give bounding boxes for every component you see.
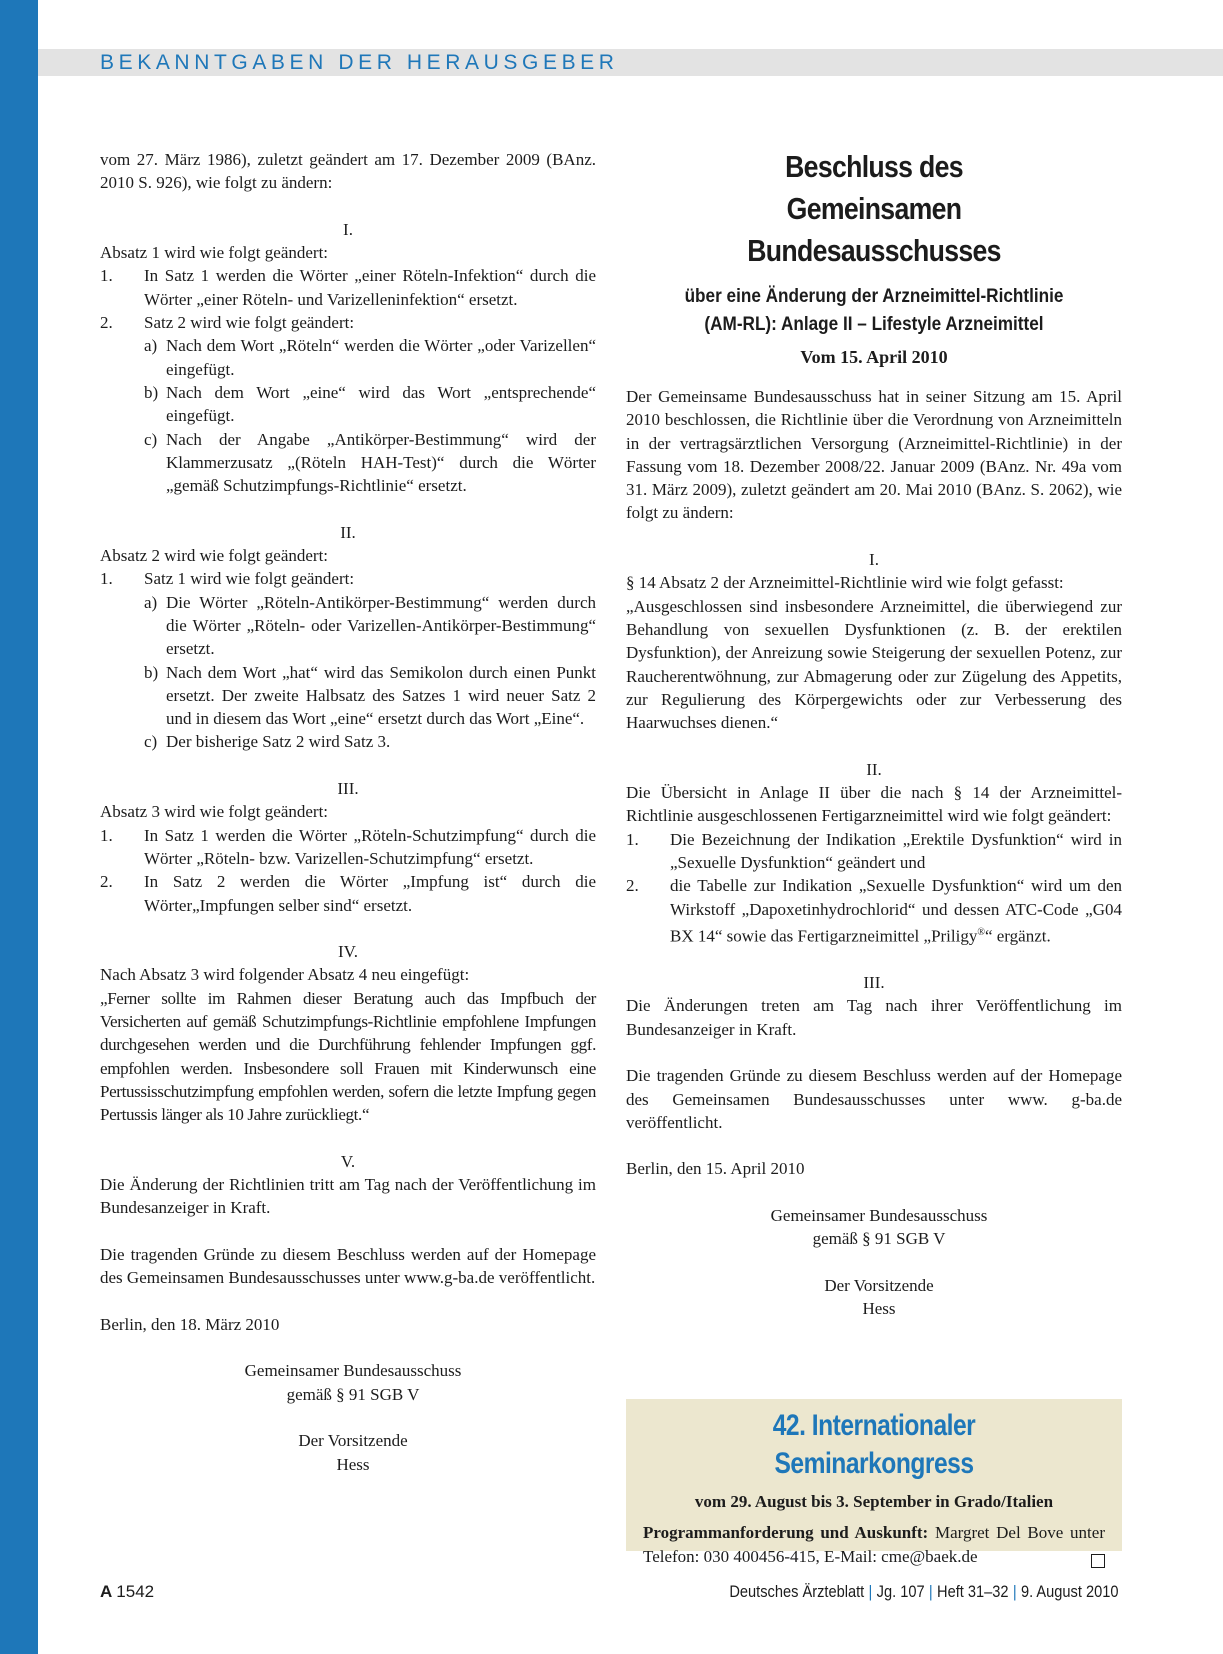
journal-name: Deutsches Ärzteblatt	[729, 1582, 865, 1601]
sub-list-item: c) Nach der Angabe „Antikörper-Bestimmung“ wird der Klammerzusatz „(Röteln HAH-Test)“ durch die Wörter „gemäß Schutzimpfungs-Richtlinie“ ersetzt.	[144, 429, 596, 496]
sub-list-item: a) Die Wörter „Röteln-Antikörper-Bestimmung“ werden durch die Wörter „Röteln- oder Varizellen-Antikörper-Bestimmung“ ersetzt.	[144, 592, 596, 659]
article-subtitle: über eine Änderung der Arzneimittel-Richtlinie (AM-RL): Anlage II – Lifestyle Arzneimittel	[684, 285, 1064, 335]
place-date: Berlin, den 15. April 2010	[626, 1159, 805, 1179]
notice-contact	[643, 1521, 1105, 1569]
reasons-text: Die tragenden Gründe zu diesem Beschluss werden auf der Homepage des Gemeinsamen Bundesausschusses unter www.g-ba.de veröffentlicht.	[100, 1244, 596, 1288]
section-heading: V.	[340, 1151, 356, 1171]
article-title: Beschluss des Gemeinsamen Bundesausschusses	[747, 149, 1001, 268]
end-mark-icon	[1091, 1554, 1105, 1568]
section-heading: II.	[866, 759, 882, 779]
section-heading: IV.	[338, 942, 358, 962]
signature-legal-basis: gemäß § 91 SGB V	[812, 1229, 946, 1249]
section-heading: I.	[343, 219, 353, 239]
page-prefix: A	[100, 1582, 113, 1601]
signature-body: Gemeinsamer Bundesausschuss	[770, 1206, 988, 1226]
section-heading: II.	[340, 522, 356, 542]
journal-volume: Jg. 107	[877, 1582, 926, 1601]
signature-name: Hess	[862, 1299, 896, 1319]
place-date: Berlin, den 18. März 2010	[100, 1314, 280, 1334]
left-intro: vom 27. März 1986), zuletzt geändert am 17. Dezember 2009 (BAnz. 2010 S. 926), wie folgt zu ändern:	[100, 150, 596, 193]
section-heading: III.	[337, 779, 359, 799]
reasons-text: Die tragenden Gründe zu diesem Beschluss werden auf der Homepage des Gemeinsamen Bundesausschusses unter www. g-ba.de veröffentlicht.	[626, 1066, 1122, 1132]
sub-list-item: b) Nach dem Wort „hat“ wird das Semikolon durch einen Punkt ersetzt. Der zweite Halbsatz des Satzes 1 wird neuer Satz 2 und in diesem das Wort „eine“ ersetzt durch das Wort „Eine“.	[144, 662, 596, 729]
section-lead: Absatz 3 wird wie folgt geändert:	[100, 802, 329, 822]
registered-mark: ®	[977, 926, 985, 938]
signature-name: Hess	[336, 1454, 370, 1474]
list-item: 2. In Satz 2 werden die Wörter „Impfung ist“ durch die Wörter„Impfungen selber sind“ ersetzt.	[100, 872, 596, 915]
amended-text-quote: „Ausgeschlossen sind insbesondere Arzneimittel, die überwiegend zur Behandlung von sexuellen Dysfunktionen (z. B. der erektilen Dysfunktion), der Anreizung sowie Steigerung der sexuellen Potenz, zur Raucherentwöhnung, zur Abmagerung oder zur Zügelung des Appetits, zur Regulierung des Körpergewichts oder zur Verbesserung des Haarwuchses dienen.“	[626, 596, 1122, 733]
list-item: 1. Die Bezeichnung der Indikation „Erektile Dysfunktion“ wird in „Sexuelle Dysfunktion“ geändert und	[626, 829, 1122, 872]
section-header-title: BEKANNTGABEN DER HERAUSGEBER	[100, 51, 619, 74]
sub-list-item: a) Nach dem Wort „Röteln“ werden die Wörter „oder Varizellen“ eingefügt.	[144, 336, 596, 379]
sub-list-item: b) Nach dem Wort „eine“ wird das Wort „entsprechende“ eingefügt.	[144, 382, 596, 426]
journal-footer: Deutsches Ärzteblatt | Jg. 107 | Heft 31–32 | 9. August 2010	[729, 1582, 1119, 1601]
list-item: 1. Satz 1 wird wie folgt geändert:	[100, 569, 355, 589]
sub-list-item: c) Der bisherige Satz 2 wird Satz 3.	[144, 732, 391, 752]
notice-contact-text: Margret Del Bove unter Telefon: 030 400456-415, E-Mail: cme@baek.de	[643, 1523, 1105, 1566]
effective-date-text: Die Änderung der Richtlinien tritt am Tag nach der Veröffentlichung im Bundesanzeiger in Kraft.	[100, 1175, 596, 1218]
right-intro: Der Gemeinsame Bundesausschuss hat in seiner Sitzung am 15. April 2010 beschlossen, die Richtlinie über die Verordnung von Arzneimitteln in der vertragsärztlichen Versorgung (Arzneimittel-Richtlinie) in der Fassung vom 18. Dezember 2008/22. Januar 2009 (BAnz. Nr. 49a vom 31. März 2009), zuletzt geändert am 20. Mai 2010 (BAnz. S. 2062), wie folgt zu ändern:	[626, 387, 1122, 523]
page-number-value: 1542	[116, 1582, 155, 1601]
section-lead: Absatz 2 wird wie folgt geändert:	[100, 546, 329, 566]
signature-body: Gemeinsamer Bundesausschuss	[244, 1361, 462, 1381]
section-lead: Absatz 1 wird wie folgt geändert:	[100, 243, 329, 263]
journal-issue: Heft 31–32	[937, 1582, 1010, 1601]
notice-contact-label: Programmanforderung und Auskunft:	[643, 1523, 929, 1542]
section-heading: I.	[869, 550, 879, 570]
inserted-paragraph-quote: „Ferner sollte im Rahmen dieser Beratung auch das Impfbuch der Versicherten auf gemäß Schutzimpfungs-Richtlinie empfohlene Impfungen durchgesehen werden und die Durchführung fehlender Impfungen ggf. empfohlen werden. Insbesondere soll Frauen mit Kinderwunsch eine Pertussisschutzimpfung empfohlen werden, sofern die letzte Impfung gegen Pertussis länger als 10 Jahre zurückliegt.“	[100, 988, 596, 1125]
article-date: Vom 15. April 2010	[800, 347, 948, 367]
blue-sidebar	[0, 0, 38, 1654]
list-item: 1. In Satz 1 werden die Wörter „einer Röteln-Infektion“ durch die Wörter „einer Röteln- und Varizelleninfektion“ ersetzt.	[100, 266, 596, 309]
list-item: 2. die Tabelle zur Indikation „Sexuelle Dysfunktion“ wird um den Wirkstoff „Dapoxetinhydrochlorid“ und dessen ATC-Code „G04 BX 14“ sowie das Fertigarzneimittel „Priligy®“ ergänzt.	[626, 876, 1122, 946]
seminar-notice-box	[626, 1399, 1122, 1566]
effective-date-text: Die Änderungen treten am Tag nach ihrer Veröffentlichung im Bundesanzeiger in Kraft.	[626, 996, 1122, 1039]
list-item: 1. In Satz 1 werden die Wörter „Röteln-Schutzimpfung“ durch die Wörter „Röteln- bzw. Varizellen-Schutzimpfung“ ersetzt.	[100, 825, 596, 868]
notice-title: 42. Internationaler Seminarkongress	[772, 1409, 976, 1480]
section-lead: Die Übersicht in Anlage II über die nach § 14 der Arzneimittel-Richtlinie ausgeschlossenen Fertigarzneimittel wird wie folgt geändert:	[626, 783, 1122, 826]
journal-date: 9. August 2010	[1021, 1582, 1119, 1601]
left-column	[100, 148, 596, 1476]
section-heading: III.	[863, 973, 885, 993]
signature-role: Der Vorsitzende	[298, 1431, 408, 1451]
signature-legal-basis: gemäß § 91 SGB V	[286, 1384, 420, 1404]
section-lead: § 14 Absatz 2 der Arzneimittel-Richtlinie wird wie folgt gefasst:	[626, 573, 1064, 593]
signature-role: Der Vorsitzende	[824, 1275, 934, 1295]
list-item: 2. Satz 2 wird wie folgt geändert:	[100, 313, 355, 333]
section-lead: Nach Absatz 3 wird folgender Absatz 4 neu eingefügt:	[100, 965, 470, 985]
page-number	[100, 1581, 154, 1603]
notice-date: vom 29. August bis 3. September in Grado/Italien	[694, 1492, 1054, 1511]
right-column	[626, 148, 1122, 1321]
